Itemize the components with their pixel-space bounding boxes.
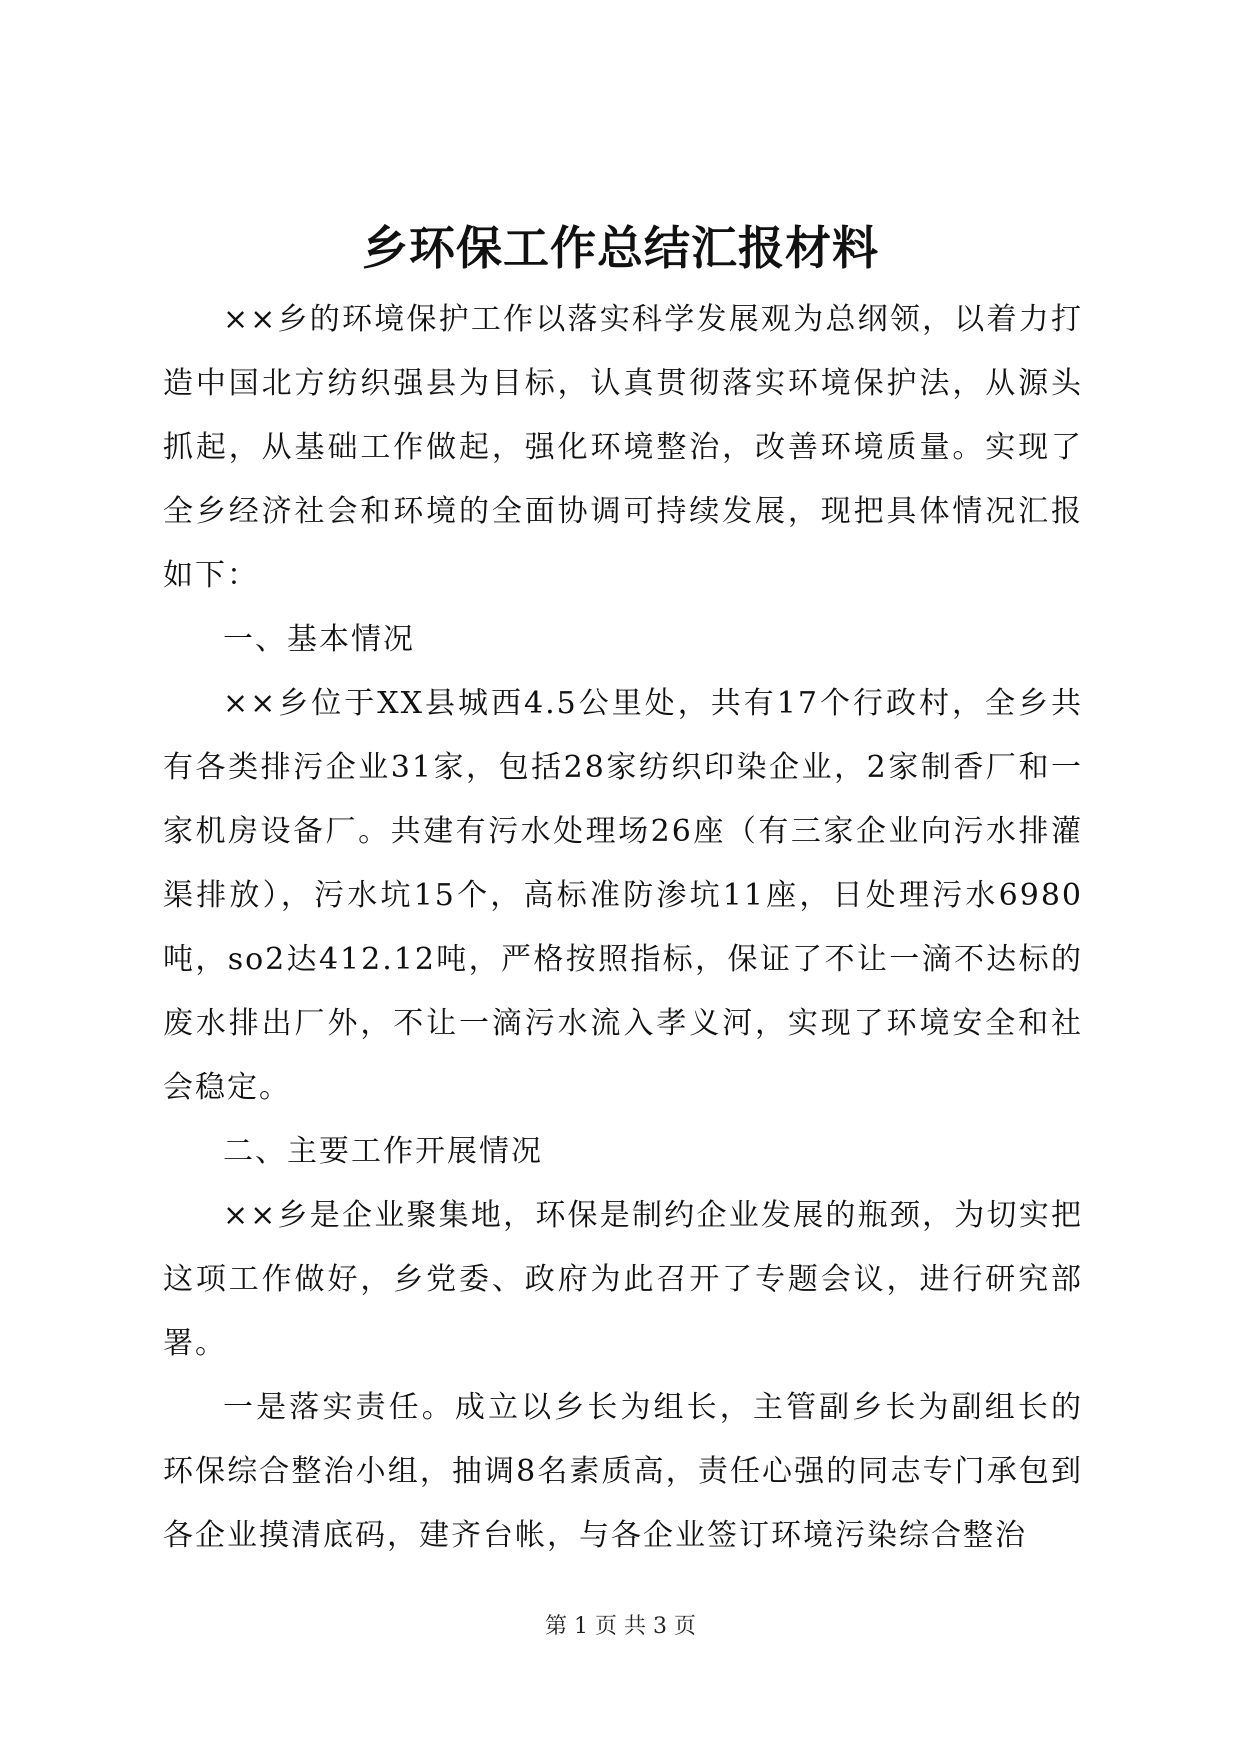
paragraph-main-work: ××乡是企业聚集地，环保是制约企业发展的瓶颈，为切实把这项工作做好，乡党委、政府为此召开了专题会议，进行研究部署。	[163, 1198, 1083, 1361]
paragraph-intro: ××乡的环境保护工作以落实科学发展观为总纲领，以着力打造中国北方纺织强县为目标，认真贯彻落实环境保护法，从源头抓起，从基础工作做起，强化环境整治，改善环境质量。实现了全乡经济社会和环境的全面协调可持续发展，现把具体情况汇报如下：	[163, 302, 1083, 593]
document-title: 乡环保工作总结汇报材料	[362, 221, 879, 275]
paragraph-basic-situation: ××乡位于XX县城西4.5公里处，共有17个行政村，全乡共有各类排污企业31家，包括28家纺织印染企业，2家制香厂和一家机房设备厂。共建有污水处理场26座（有三家企业向污水排灌渠排放），污水坑15个，高标准防渗坑11座，日处理污水6980吨，so2达412.12吨，严格按照指标，保证了不让一滴不达标的废水排出厂外，不让一滴污水流入孝义河，实现了环境安全和社会稳定。	[163, 686, 1083, 1105]
section-heading-main-work: 二、主要工作开展情况	[223, 1134, 543, 1169]
document-body	[163, 288, 1083, 1568]
section-heading-basic: 一、基本情况	[223, 622, 415, 657]
page-footer: 第 1 页 共 3 页	[545, 1614, 696, 1639]
paragraph-responsibility: 一是落实责任。成立以乡长为组长，主管副乡长为副组长的环保综合整治小组，抽调8名素质高，责任心强的同志专门承包到各企业摸清底码，建齐台帐，与各企业签订环境污染综合整治	[163, 1390, 1083, 1553]
